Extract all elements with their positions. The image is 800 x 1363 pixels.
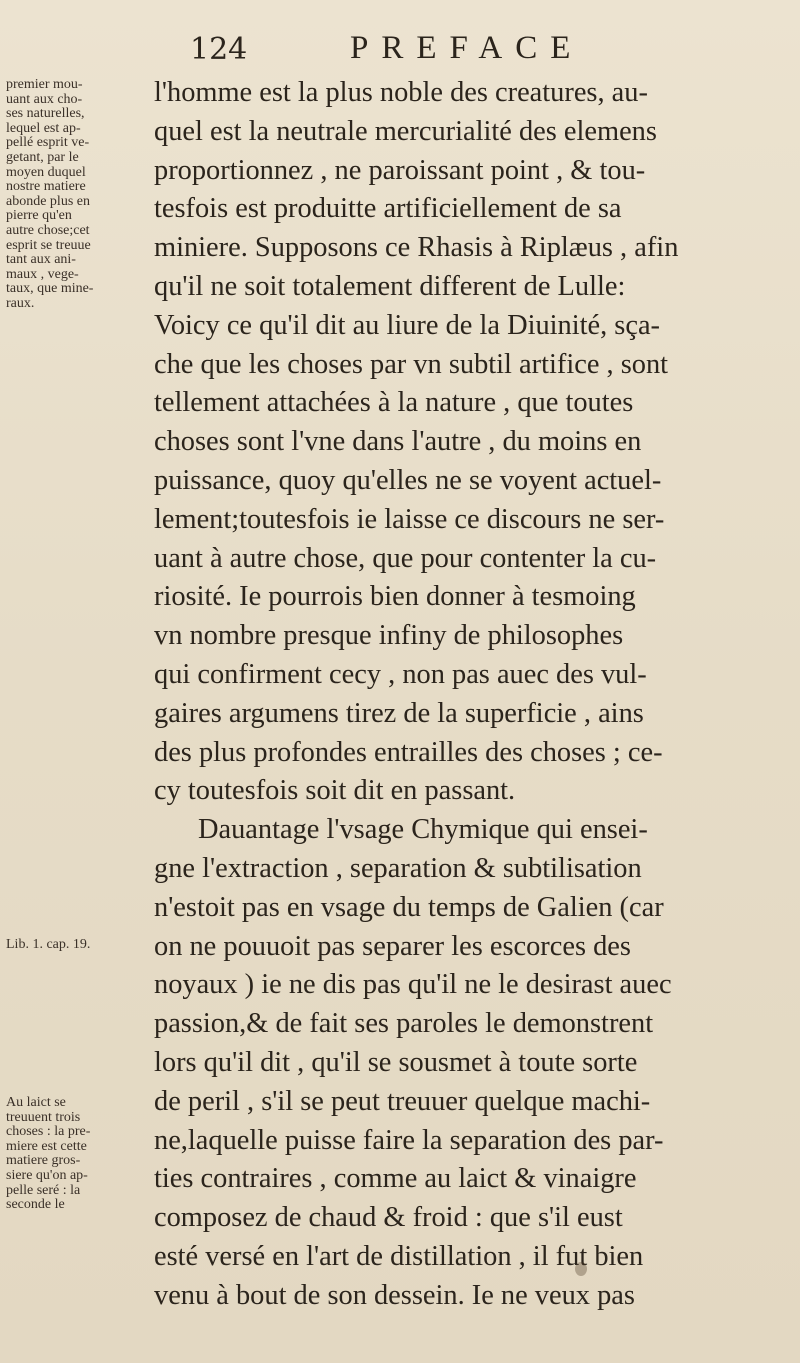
margin-note-line: ses naturelles, [6,106,85,122]
margin-note-line: pierre qu'en [6,208,72,224]
text-line: noyaux ) ie ne dis pas qu'il ne le desirast auec [154,969,672,1001]
text-line: riosité. Ie pourrois bien donner à tesmoing [154,581,636,613]
margin-note-line: Au laict se [6,1095,66,1110]
margin-note-line: raux. [6,295,35,311]
text-line: des plus profondes entrailles des choses ; ce- [154,736,663,768]
paragraph-start-line: Dauantage l'vsage Chymique qui ensei- [198,814,648,846]
page-number: 124 [190,32,248,67]
text-line: che que les choses par vn subtil artifice , sont [154,348,669,380]
margin-note-line: uant aux cho- [6,91,83,107]
body-text [154,74,794,1316]
margin-note-line: getant, par le [6,149,79,165]
text-line: cy toutesfois soit dit en passant. [154,775,516,807]
margin-note-line: Lib. 1. cap. 19. [6,937,91,952]
text-line: vn nombre presque infiny de philosophes [154,620,624,652]
margin-note-line: nostre matiere [6,179,86,195]
margin-note-line: miere est cette [6,1138,87,1154]
margin-note-line: seconde le [6,1197,65,1213]
margin-note-line: abonde plus en [6,193,90,209]
ink-stain [575,1262,587,1276]
text-line: ties contraires , comme au laict & vinaigre [154,1163,637,1195]
text-line: composez de chaud & froid : que s'il eust [154,1202,623,1234]
margin-note [6,1096,156,1213]
text-line: gaires argumens tirez de la superficie , ains [154,697,644,729]
text-line: lement;toutesfois ie laisse ce discours ne ser- [154,503,665,535]
margin-note-line: premier mou- [6,77,83,92]
margin-note-line: pellé esprit ve- [6,135,90,151]
text-line: quel est la neutrale mercurialité des elemens [154,115,657,147]
running-head: PREFACE [350,30,584,66]
margin-note-line: matiere gros- [6,1153,81,1169]
text-line: tesfois est produitte artificiellement de sa [154,193,622,225]
text-line: venu à bout de son dessein. Ie ne veux pas [154,1279,635,1311]
text-line: miniere. Supposons ce Rhasis à Riplæus , afin [154,232,679,264]
margin-note-line: maux , vege- [6,266,79,282]
text-line: passion,& de fait ses paroles le demonstrent [154,1008,654,1040]
margin-note-line: siere qu'on ap- [6,1167,88,1183]
text-line: choses sont l'vne dans l'autre , du moins en [154,426,642,458]
margin-note-line: choses : la pre- [6,1124,91,1140]
text-line: proportionnez , ne paroissant point , & tou- [154,154,646,186]
text-line: uant à autre chose, que pour contenter la cu- [154,542,657,574]
text-line: esté versé en l'art de distillation , il fut bien [154,1240,644,1272]
margin-note-line: esprit se treuue [6,237,91,253]
text-line: de peril , s'il se peut treuuer quelque machi- [154,1085,651,1117]
text-line: ne,laquelle puisse faire la separation des par- [154,1124,664,1156]
text-line: qu'il ne soit totalement different de Lulle: [154,270,626,302]
margin-note-line: taux, que mine- [6,281,94,297]
margin-note [6,78,156,312]
text-line: l'homme est la plus noble des creatures, au- [154,77,648,108]
margin-note-line: moyen duquel [6,164,86,180]
margin-note-line: tant aux ani- [6,252,76,268]
page-header [180,28,740,76]
margin-note-line: pelle seré : la [6,1182,81,1198]
text-line: Voicy ce qu'il dit au liure de la Diuinité, sça- [154,309,661,341]
text-line: qui confirment cecy , non pas auec des vul- [154,658,647,690]
margin-note-citation [6,938,156,953]
margin-note-line: treuuent trois [6,1109,81,1125]
text-line: on ne pouuoit pas separer les escorces des [154,930,631,962]
text-line: n'estoit pas en vsage du temps de Galien (car [154,891,664,923]
text-line: puissance, quoy qu'elles ne se voyent actuel- [154,464,662,496]
text-line: gne l'extraction , separation & subtilisation [154,852,642,884]
text-line: tellement attachées à la nature , que toutes [154,387,634,419]
text-line: lors qu'il dit , qu'il se sousmet à toute sorte [154,1046,638,1078]
margin-note-line: lequel est ap- [6,120,81,136]
margin-note-line: autre chose;cet [6,222,90,238]
